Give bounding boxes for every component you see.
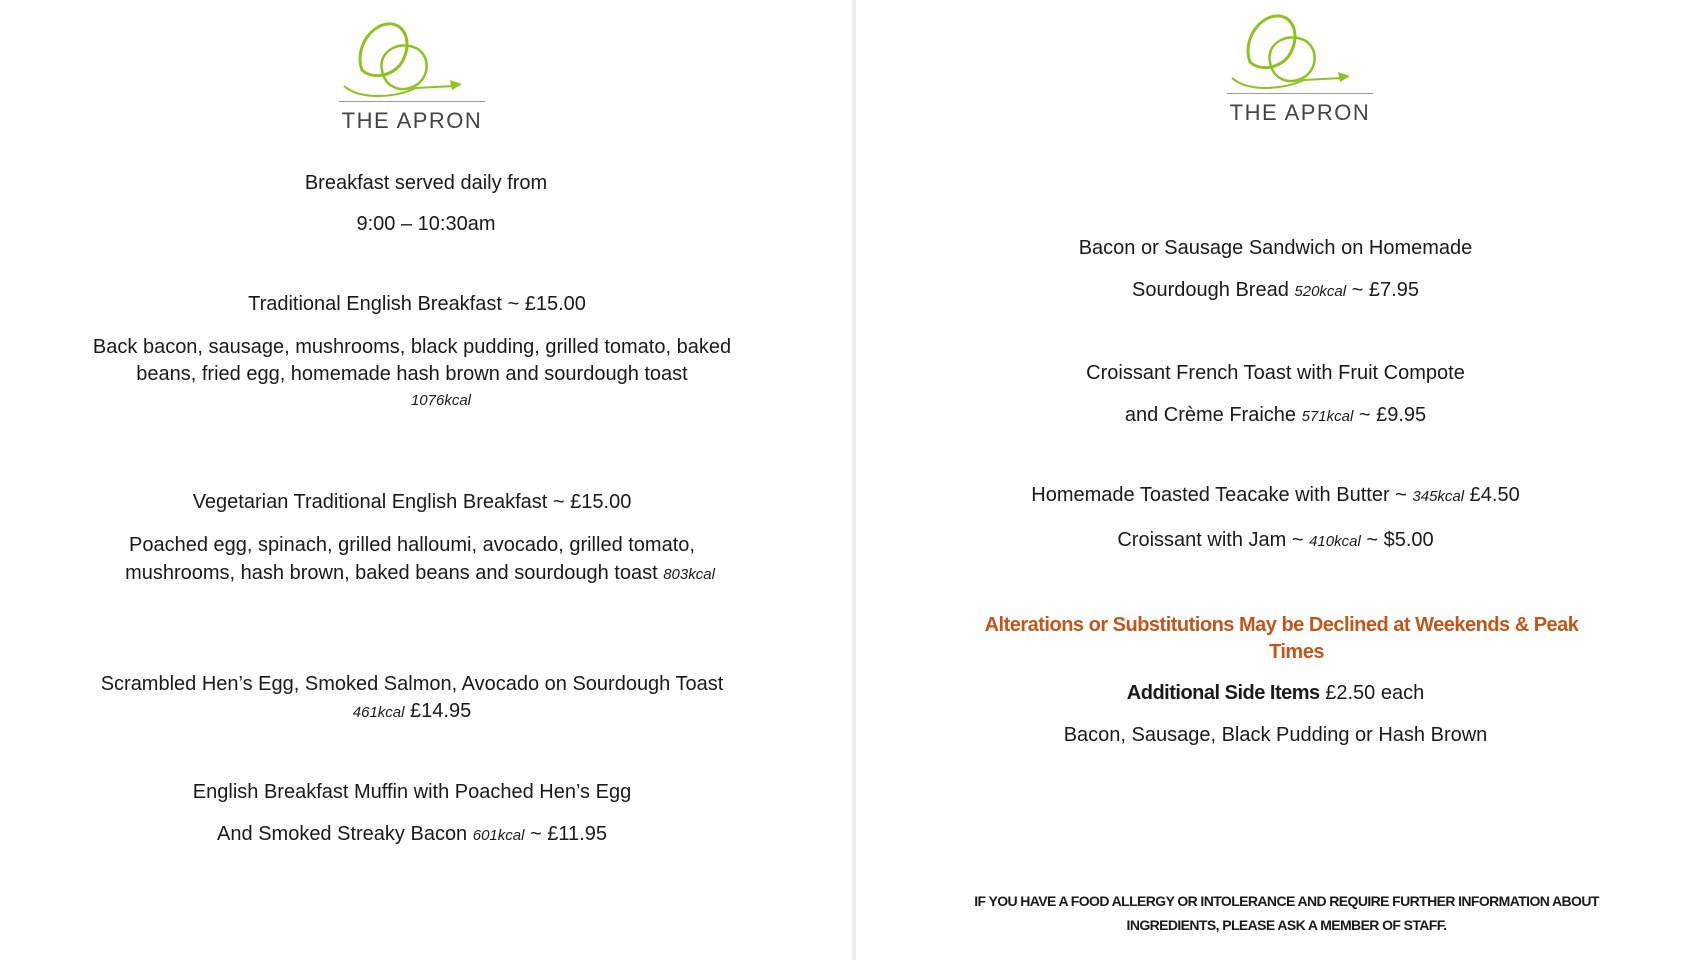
item-description: Poached egg, spinach, grilled halloumi, avocado, grilled tomato, <box>129 534 695 556</box>
allergy-notice: INGREDIENTS, PLEASE ASK A MEMBER OF STAFF. <box>1126 917 1447 933</box>
side-items-price: £2.50 each <box>1325 682 1425 704</box>
item-price-line: Sourdough Bread 520kcal ~ £7.95 <box>1132 279 1419 301</box>
item-price-line: Homemade Toasted Teacake with Butter ~ 345kcal £4.50 <box>1031 484 1520 506</box>
item-kcal: 345kcal <box>1412 488 1465 505</box>
brand-name: THE APRON <box>1229 100 1371 125</box>
item-price: ~ £7.95 <box>1351 279 1419 301</box>
side-items-line <box>844 680 1707 707</box>
item-price-line: Croissant with Jam ~ 410kcal ~ $5.00 <box>1117 529 1434 551</box>
allergy-notice: IF YOU HAVE A FOOD ALLERGY OR INTOLERANCE AND REQUIRE FURTHER INFORMATION ABOUT <box>974 893 1599 909</box>
serving-hours: 9:00 – 10:30am <box>356 213 496 235</box>
item-title: Vegetarian Traditional English Breakfast ~ £15.00 <box>192 491 632 513</box>
apron-swirl-icon <box>332 18 492 108</box>
item-title: English Breakfast Muffin with Poached Hen’s Egg <box>192 781 632 803</box>
apron-swirl-icon <box>1220 10 1380 100</box>
substitution-notice: Alterations or Substitutions May be Declined at Weekends & Peak <box>984 614 1579 636</box>
item-title: Croissant French Toast with Fruit Compote <box>1086 362 1465 384</box>
item-price-line <box>0 698 852 726</box>
apron-logo <box>1220 10 1380 140</box>
item-price: ~ £11.95 <box>530 823 607 845</box>
item-kcal: 1076kcal <box>410 392 472 409</box>
item-description: beans, fried egg, homemade hash brown and sourdough toast <box>136 363 688 385</box>
item-price: £4.50 <box>1469 484 1520 506</box>
right-menu-page <box>856 0 1707 960</box>
item-kcal: 520kcal <box>1294 283 1347 300</box>
item-price: ~ £9.95 <box>1358 404 1427 426</box>
item-kcal: 803kcal <box>663 566 715 583</box>
item-description: mushrooms, hash brown, baked beans and sourdough toast 803kcal <box>125 562 715 584</box>
item-kcal: 461kcal <box>352 704 405 721</box>
apron-logo <box>332 18 492 148</box>
item-title: Bacon or Sausage Sandwich on Homemade <box>1078 237 1473 259</box>
item-kcal: 601kcal <box>472 827 525 844</box>
side-items-label: Additional Side Items <box>1126 682 1320 704</box>
item-description: Back bacon, sausage, mushrooms, black pudding, grilled tomato, baked <box>92 336 732 358</box>
item-price: £14.95 <box>410 700 472 722</box>
item-price-line: and Crème Fraiche 571kcal ~ £9.95 <box>1124 404 1427 426</box>
item-price: ~ $5.00 <box>1366 529 1434 551</box>
item-kcal: 571kcal <box>1301 408 1354 425</box>
left-menu-page <box>0 0 852 960</box>
serving-days: Breakfast served daily from <box>304 172 548 194</box>
item-price-line: And Smoked Streaky Bacon 601kcal ~ £11.95 <box>217 823 607 845</box>
brand-name: THE APRON <box>341 108 483 133</box>
item-title: Traditional English Breakfast ~ £15.00 <box>248 293 586 315</box>
item-title: Scrambled Hen’s Egg, Smoked Salmon, Avocado on Sourdough Toast <box>100 673 724 695</box>
substitution-notice: Times <box>1269 641 1324 663</box>
side-items-list: Bacon, Sausage, Black Pudding or Hash Brown <box>1063 724 1488 746</box>
item-kcal: 410kcal <box>1309 533 1361 550</box>
